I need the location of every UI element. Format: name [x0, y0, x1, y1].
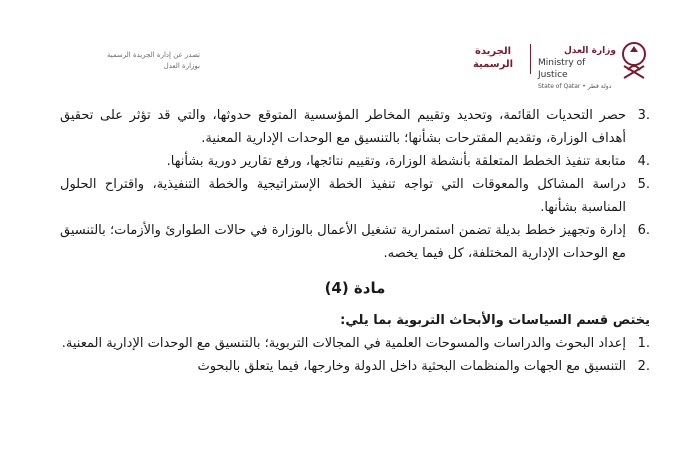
list-item: [60, 355, 650, 378]
list-text: متابعة تنفيذ الخطط المتعلقة بأنشطة الوزارة، وتقييم نتائجها، ورفع تقارير دورية بشأنها.: [166, 154, 626, 169]
list-text: التنسيق مع الجهات والمنظمات البحثية داخل الدولة وخارجها، فيما يتعلق بالبحوث: [197, 359, 626, 374]
list-number: 2.: [637, 359, 650, 374]
list-text: دراسة المشاكل والمعوقات التي تواجه تنفيذ الخطة الإستراتيجية والخطة التنفيذية، واقتراح الحلول المناسبة بشأنها.: [60, 177, 626, 215]
list-item: [60, 104, 650, 150]
qatar-emblem-icon: [620, 40, 648, 82]
ministry-subtitle: State of Qatar • دولة قطر: [538, 83, 612, 90]
list-item: [60, 150, 650, 173]
publication-note-line-2: بوزارة العدل: [163, 62, 200, 70]
list-text: إعداد البحوث والدراسات والمسوحات العلمية في المجالات التربوية؛ بالتنسيق مع الوحدات الإدارية المعنية.: [61, 336, 626, 351]
gazette-name-line-1: الجريدة: [474, 46, 512, 57]
ministry-name-en: Ministry of Justice: [538, 58, 586, 80]
list-item: [60, 173, 650, 219]
list-text: إدارة وتجهيز خطط بديلة تضمن استمرارية تشغيل الأعمال بالوزارة في حالات الطوارئ والأزمات؛ بالتنسيق مع الوحدات الإدارية المختلفة، كل فيما يخصه.: [60, 223, 626, 261]
list-number: 5.: [637, 177, 650, 192]
header-divider: [530, 44, 531, 74]
list-item: [60, 219, 650, 265]
publication-note: [60, 50, 200, 72]
article-title: مادة (4): [324, 279, 386, 297]
gazette-name-line-2: الرسمية: [472, 59, 514, 70]
list-item: [60, 332, 650, 355]
ministry-name-ar: وزارة العدل: [563, 46, 616, 56]
list-number: 3.: [637, 108, 650, 123]
publication-note-line-1: تصدر عن إدارة الجريدة الرسمية: [107, 51, 200, 59]
section-intro: يختص قسم السياسات والأبحاث التربوية بما يلي:: [340, 313, 650, 328]
list-text: حصر التحديات القائمة، وتحديد وتقييم المخاطر المؤسسية المتوقع حدوثها، والتي قد تؤثر على تحقيق أهداف الوزارة، وتقديم المقترحات بشأنها؛ بالتنسيق مع الوحدات الإدارية المعنية.: [60, 108, 626, 146]
list-number: 1.: [637, 336, 650, 351]
list-number: 6.: [637, 223, 650, 238]
page-header: [0, 0, 700, 95]
ministry-logo-text: [538, 45, 616, 93]
list-number: 4.: [637, 154, 650, 169]
gazette-logo: [463, 45, 523, 71]
document-body: [60, 104, 650, 378]
